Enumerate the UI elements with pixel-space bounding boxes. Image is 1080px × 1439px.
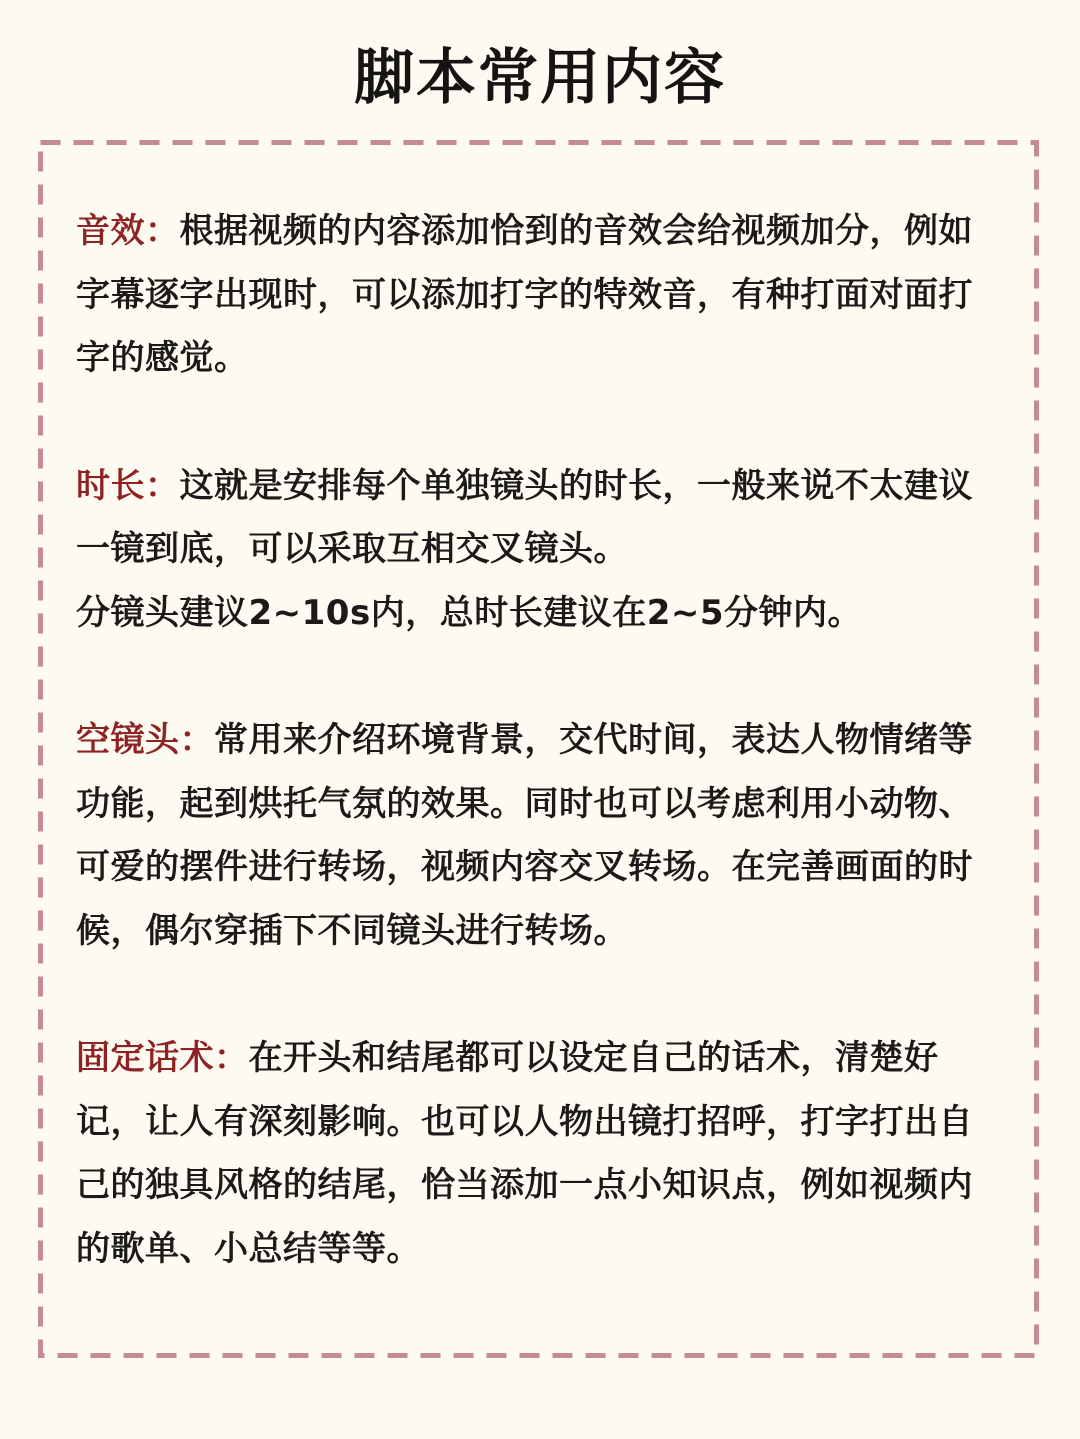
section-text: 根据视频的内容添加恰到的音效会给视频加分，例如字幕逐字出现时，可以添加打字的特效音，有种打面对面打字的感觉。 xyxy=(76,211,973,378)
page-title: 脚本常用内容 xyxy=(354,43,726,113)
section-paragraph xyxy=(76,709,1006,963)
dashed-content-frame xyxy=(38,140,1039,1358)
section-empty-shot xyxy=(76,709,1006,963)
content-body xyxy=(76,200,1006,1281)
section-label: 固定话术： xyxy=(76,1038,249,1078)
section-label: 音效： xyxy=(76,211,180,251)
section-label: 时长： xyxy=(76,465,180,506)
section-duration xyxy=(76,455,1006,646)
section-text: 常用来介绍环境背景，交代时间，表达人物情绪等功能，起到烘托气氛的效果。同时也可以考虑利用小动物、可爱的摆件进行转场，视频内容交叉转场。在完善画面的时候，偶尔穿插下不同镜头进行转场。 xyxy=(76,720,973,951)
section-label: 空镜头： xyxy=(76,720,214,760)
section-fixed-script xyxy=(76,1027,1006,1281)
section-text: 在开头和结尾都可以设定自己的话术，清楚好记，让人有深刻影响。也可以人物出镜打招呼，打字打出自己的独具风格的结尾，恰当添加一点小知识点，例如视频内的歌单、小总结等等。 xyxy=(76,1038,973,1269)
section-paragraph: 分镜头建议2~10s内，总时长建议在2~5分钟内。 xyxy=(76,592,862,633)
section-text: 这就是安排每个单独镜头的时长，一般来说不太建议一镜到底，可以采取互相交叉镜头。 xyxy=(76,465,973,569)
section-paragraph xyxy=(76,1027,1006,1281)
section-paragraph xyxy=(76,200,1006,391)
section-paragraph xyxy=(76,455,1006,582)
section-sound-effects xyxy=(76,200,1006,391)
